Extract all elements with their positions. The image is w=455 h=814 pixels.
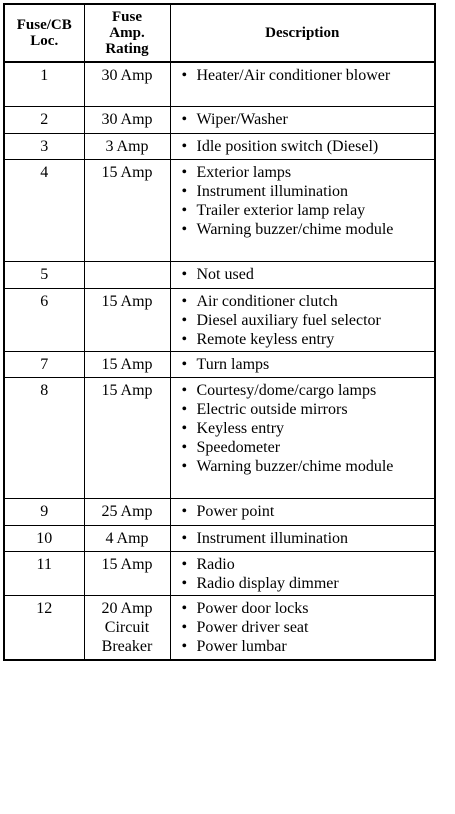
description-item: • Power lumbar	[181, 637, 429, 656]
description-item: • Wiper/Washer	[181, 110, 429, 129]
table-row	[4, 106, 435, 133]
description-item: • Trailer exterior lamp relay	[181, 201, 429, 220]
description-cell	[170, 377, 435, 498]
description-cell	[170, 261, 435, 288]
fuse-location-cell: 2	[4, 106, 84, 133]
table-row	[4, 498, 435, 525]
description-item: • Not used	[181, 265, 429, 284]
amp-rating-cell: 4 Amp	[84, 525, 170, 551]
table-header	[4, 4, 435, 62]
description-list	[181, 529, 429, 548]
table-row	[4, 261, 435, 288]
description-item: • Instrument illumination	[181, 529, 429, 548]
description-item: • Diesel auxiliary fuel selector	[181, 311, 429, 330]
amp-rating-cell: 25 Amp	[84, 498, 170, 525]
table-row	[4, 62, 435, 106]
table-row	[4, 133, 435, 159]
description-list	[181, 163, 429, 239]
description-item: • Turn lamps	[181, 355, 429, 374]
description-cell	[170, 595, 435, 660]
description-cell	[170, 498, 435, 525]
table-row	[4, 525, 435, 551]
description-cell	[170, 133, 435, 159]
description-cell	[170, 106, 435, 133]
fuse-location-cell: 5	[4, 261, 84, 288]
fuse-location-cell: 11	[4, 551, 84, 595]
amp-rating-cell: 3 Amp	[84, 133, 170, 159]
description-item: • Warning buzzer/chime module	[181, 457, 429, 476]
description-cell	[170, 551, 435, 595]
description-item: • Idle position switch (Diesel)	[181, 137, 429, 156]
fuse-location-cell: 10	[4, 525, 84, 551]
amp-rating-cell: 15 Amp	[84, 351, 170, 377]
description-list	[181, 599, 429, 656]
description-list	[181, 555, 429, 593]
description-item: • Air conditioner clutch	[181, 292, 429, 311]
table-row	[4, 288, 435, 351]
description-item: • Keyless entry	[181, 419, 429, 438]
description-list	[181, 265, 429, 284]
table-row	[4, 159, 435, 261]
description-cell	[170, 525, 435, 551]
description-list	[181, 355, 429, 374]
description-list	[181, 381, 429, 476]
fuse-table	[3, 3, 436, 661]
fuse-location-cell: 9	[4, 498, 84, 525]
header-amp-rating: Fuse Amp. Rating	[84, 4, 170, 62]
description-item: • Electric outside mirrors	[181, 400, 429, 419]
description-cell	[170, 351, 435, 377]
description-cell	[170, 288, 435, 351]
description-cell	[170, 62, 435, 106]
amp-rating-cell: 15 Amp	[84, 551, 170, 595]
description-list	[181, 66, 429, 85]
table-row	[4, 551, 435, 595]
header-row	[4, 4, 435, 62]
description-item: • Exterior lamps	[181, 163, 429, 182]
amp-rating-cell: 15 Amp	[84, 159, 170, 261]
description-item: • Heater/Air conditioner blower	[181, 66, 429, 85]
header-description: Description	[170, 4, 435, 62]
fuse-location-cell: 3	[4, 133, 84, 159]
description-item: • Remote keyless entry	[181, 330, 429, 349]
fuse-location-cell: 12	[4, 595, 84, 660]
description-item: • Speedometer	[181, 438, 429, 457]
description-item: • Power door locks	[181, 599, 429, 618]
description-list	[181, 110, 429, 129]
table-body	[4, 62, 435, 660]
fuse-location-cell: 6	[4, 288, 84, 351]
amp-rating-cell: 30 Amp	[84, 106, 170, 133]
table-row	[4, 377, 435, 498]
amp-rating-cell	[84, 261, 170, 288]
amp-rating-cell: 15 Amp	[84, 377, 170, 498]
description-list	[181, 137, 429, 156]
description-item: • Power driver seat	[181, 618, 429, 637]
description-list	[181, 502, 429, 521]
description-item: • Warning buzzer/chime module	[181, 220, 429, 239]
description-item: • Radio display dimmer	[181, 574, 429, 593]
fuse-location-cell: 4	[4, 159, 84, 261]
description-cell	[170, 159, 435, 261]
description-list	[181, 292, 429, 349]
description-item: • Power point	[181, 502, 429, 521]
description-item: • Courtesy/dome/cargo lamps	[181, 381, 429, 400]
amp-rating-cell: 20 Amp Circuit Breaker	[84, 595, 170, 660]
header-fuse-location: Fuse/CB Loc.	[4, 4, 84, 62]
table-row	[4, 595, 435, 660]
amp-rating-cell: 30 Amp	[84, 62, 170, 106]
description-item: • Instrument illumination	[181, 182, 429, 201]
fuse-location-cell: 8	[4, 377, 84, 498]
table-row	[4, 351, 435, 377]
description-item: • Radio	[181, 555, 429, 574]
fuse-location-cell: 1	[4, 62, 84, 106]
fuse-location-cell: 7	[4, 351, 84, 377]
amp-rating-cell: 15 Amp	[84, 288, 170, 351]
